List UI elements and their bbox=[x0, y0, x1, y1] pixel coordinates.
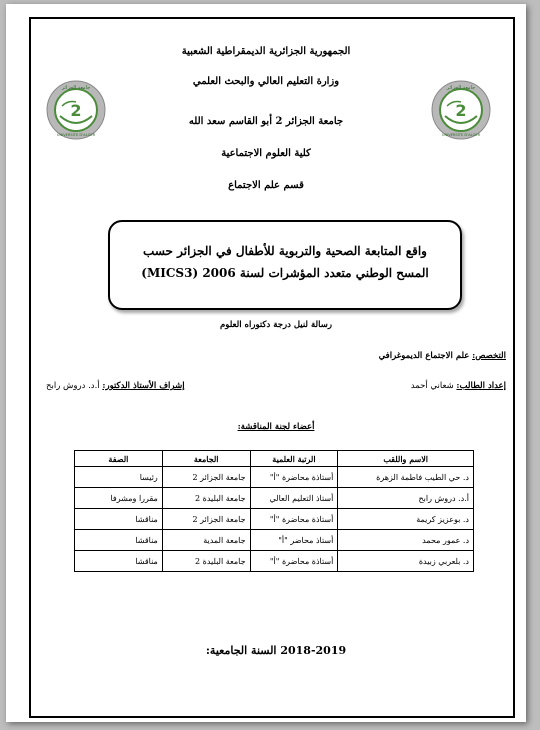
header-department: قسم علم الاجتماع bbox=[228, 180, 304, 191]
supervisor-label: إشراف الأستاذ الدكتور: bbox=[102, 381, 185, 391]
jury-role: مناقشا bbox=[75, 509, 163, 530]
university-logo-left bbox=[46, 80, 106, 140]
student-line bbox=[411, 381, 506, 391]
jury-role: رئيسا bbox=[75, 467, 163, 488]
jury-university: جامعة الجزائر 2 bbox=[162, 509, 250, 530]
table-row bbox=[75, 488, 474, 509]
student-name: شعاني أحمد bbox=[410, 381, 454, 391]
jury-role: مقررا ومشرفا bbox=[75, 488, 163, 509]
jury-rank: أستاذة محاضرة "أ" bbox=[250, 551, 338, 572]
header-faculty: كلية العلوم الاجتماعية bbox=[221, 148, 311, 159]
degree-text: رسالة لنيل درجة دكتوراه العلوم bbox=[220, 320, 332, 330]
jury-university: جامعة المدية bbox=[162, 530, 250, 551]
table-row bbox=[75, 551, 474, 572]
academic-year bbox=[146, 644, 406, 657]
academic-year-label: السنة الجامعية: bbox=[205, 644, 277, 657]
document-page bbox=[6, 4, 526, 722]
col-header-name: الاسم واللقب bbox=[338, 451, 474, 467]
specialty-value: علم الاجتماع الديموغرافي bbox=[378, 351, 470, 361]
jury-heading: أعضاء لجنة المناقشة: bbox=[237, 422, 315, 432]
jury-name: د. عمور محمد bbox=[338, 530, 474, 551]
jury-name: أ.د. دروش رابح bbox=[338, 488, 474, 509]
thesis-title-box bbox=[108, 220, 462, 310]
jury-rank: أستاذ محاضر "أ" bbox=[250, 530, 338, 551]
jury-name: د. حي الطيب فاطمة الزهرة bbox=[338, 467, 474, 488]
logo-french-text: UNIVERSITE D'ALGER bbox=[56, 133, 96, 137]
jury-rank: أستاذ التعليم العالي bbox=[250, 488, 338, 509]
university-logo-right bbox=[431, 80, 491, 140]
specialty-label: التخصص: bbox=[472, 351, 506, 361]
logo-french-text: UNIVERSITE D'ALGER bbox=[441, 133, 481, 137]
thesis-title-line1: واقع المتابعة الصحية والتربوية للأطفال في الجزائر حسب bbox=[143, 244, 427, 258]
logo-numeral: 2 bbox=[70, 101, 82, 120]
header-ministry: وزارة التعليم العالي والبحث العلمي bbox=[192, 76, 340, 87]
col-header-role: الصفة bbox=[75, 451, 163, 467]
jury-name: د. بوعزيز كريمة bbox=[338, 509, 474, 530]
table-row bbox=[75, 530, 474, 551]
col-header-rank: الرتبة العلمية bbox=[250, 451, 338, 467]
jury-rank: أستاذة محاضرة "أ" bbox=[250, 467, 338, 488]
jury-table bbox=[74, 450, 474, 572]
jury-name: د. بلعربي زبيدة bbox=[338, 551, 474, 572]
thesis-title-line2: المسح الوطني متعدد المؤشرات لسنة 2006 (MICS3) bbox=[141, 266, 429, 280]
col-header-university: الجامعة bbox=[162, 451, 250, 467]
jury-rank: أستاذة محاضرة "أ" bbox=[250, 509, 338, 530]
jury-university: جامعة البليدة 2 bbox=[162, 551, 250, 572]
jury-university: جامعة البليدة 2 bbox=[162, 488, 250, 509]
table-row bbox=[75, 509, 474, 530]
supervisor-line bbox=[46, 381, 185, 391]
logo-numeral: 2 bbox=[455, 101, 467, 120]
logo-arabic-text: جامعة الجزائر bbox=[61, 85, 91, 91]
supervisor-name: أ.د. دروش رابح bbox=[46, 381, 100, 391]
jury-university: جامعة الجزائر 2 bbox=[162, 467, 250, 488]
jury-role: مناقشا bbox=[75, 551, 163, 572]
logo-arabic-text: جامعة الجزائر bbox=[446, 85, 476, 91]
header-republic: الجمهورية الجزائرية الديمقراطية الشعبية bbox=[181, 46, 351, 57]
academic-year-value: 2018-2019 bbox=[280, 644, 347, 657]
jury-role: مناقشا bbox=[75, 530, 163, 551]
student-label: إعداد الطالب: bbox=[456, 381, 506, 391]
table-row bbox=[75, 467, 474, 488]
jury-table-header-row bbox=[75, 451, 474, 467]
specialty-line bbox=[379, 351, 506, 361]
header-university: جامعة الجزائر 2 أبو القاسم سعد الله bbox=[188, 116, 344, 127]
